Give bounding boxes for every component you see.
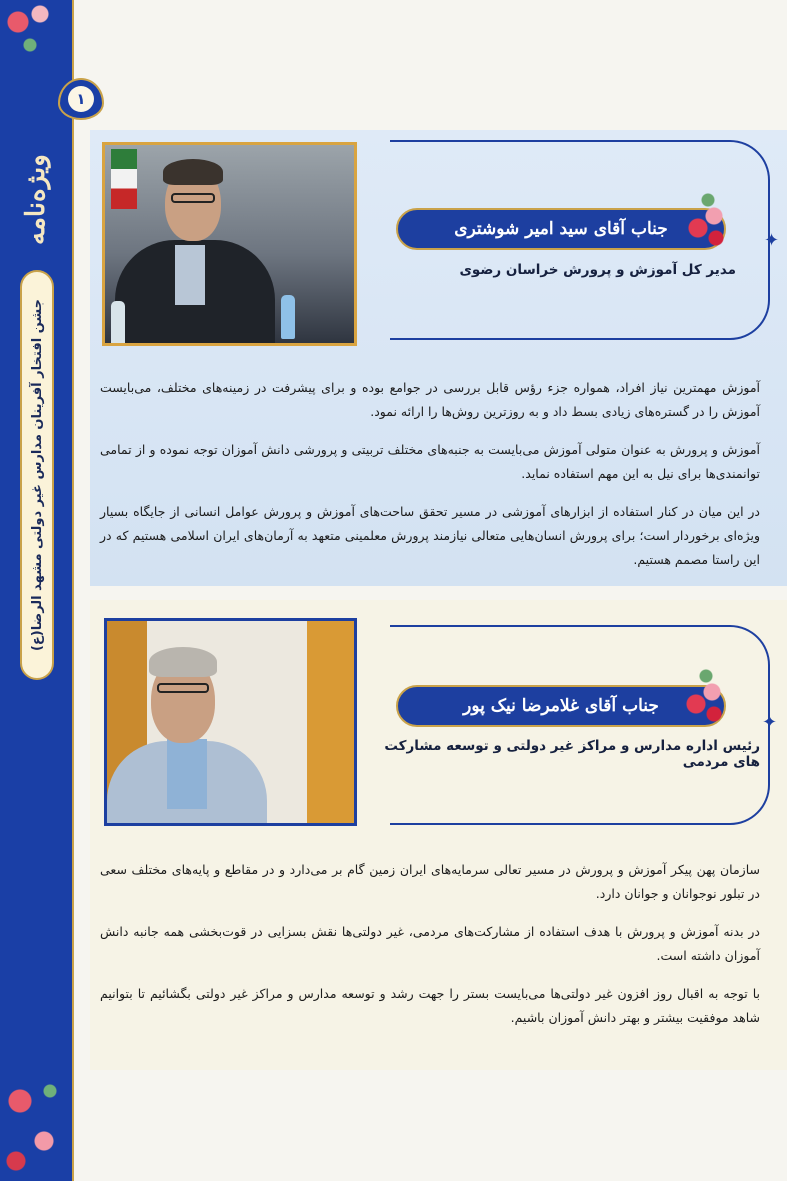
event-title-pill [20,270,54,680]
flower-decoration-top [0,0,70,70]
section-2-text [100,858,760,1044]
profile-section-2 [90,600,787,1070]
paragraph: در این میان در کنار استفاده از ابزارهای آموزشی در مسیر تحقق ساحت‌های آموزش و پرورش عوامل انسانی از جایگاه بسیار ویژه‌ای برخوردار است؛ برای پرورش انسان‌هایی متعالی نیازمند پرورش معلمینی متعهد به آرمان‌های ایران اسلامی هستیم که در این راستا مصمم هستیم. [100,504,760,567]
flower-bouquet-icon [686,188,726,248]
person-position-1: مدیر کل آموزش و پرورش خراسان رضوی [459,262,736,278]
event-title: جشن افتخار آفرینان مدارس غیر دولتی مشهد الرضا(ع) [29,298,45,651]
person-position-2: رئیس اداره مدارس و مراکز غیر دولتی و توسعه مشارکت های مردمی [384,738,760,770]
paragraph: آموزش و پرورش به عنوان متولی آموزش می‌بایست به جنبه‌های مختلف تربیتی و پرورشی دانش آموزان توجه نموده و از تمامی توانمندی‌ها برای نیل به این مهم استفاده نماید. [100,442,760,481]
portrait-photo-2 [104,618,357,826]
paragraph: با توجه به اقبال روز افزون غیر دولتی‌ها می‌بایست بستر را جهت رشد و توسعه مدارس و مراکز غیر دولتی بگشائیم تا بتوانیم شاهد موفقیت بیشتر و بهتر دانش آموزان باشیم. [100,986,760,1025]
section-1-text [100,376,760,586]
left-sidebar [0,0,74,1181]
page-number: ۱ [68,86,94,112]
star-icon: ✦ [762,712,778,733]
paragraph: سازمان پهن پیکر آموزش و پرورش در مسیر تعالی سرمایه‌های ایران زمین گام بر می‌دارد و در مقاطع و پایه‌های مختلف سعی در تبلور نوجوانان و جوانان دارد. [100,862,760,901]
paragraph: آموزش مهمترین نیاز افراد، همواره جزء رؤس قابل بررسی در جوامع بوده و برای پیشرفت در زمینه‌های مختلف، می‌بایست آموزش را در گستره‌های زیادی بسط داد و به روزترین روش‌ها را ارائه نمود. [100,380,760,419]
magazine-title: ویژه‌نامه [21,154,51,246]
flag-icon [111,149,137,209]
person-name-1: جناب آقای سید امیر شوشتری [396,208,726,250]
flower-bouquet-icon [684,664,724,724]
paragraph: در بدنه آموزش و پرورش با هدف استفاده از مشارکت‌های مردمی، غیر دولتی‌ها نقش بسزایی در قوت‌بخشی همه جانبه دانش آموزان داشته است. [100,924,760,963]
flower-decoration-bottom [0,1061,70,1181]
person-name-2: جناب آقای غلامرضا نیک پور [396,685,726,727]
star-icon: ✦ [764,230,780,251]
page-number-badge [58,78,104,120]
profile-section-1 [90,130,787,586]
portrait-photo-1 [102,142,357,346]
